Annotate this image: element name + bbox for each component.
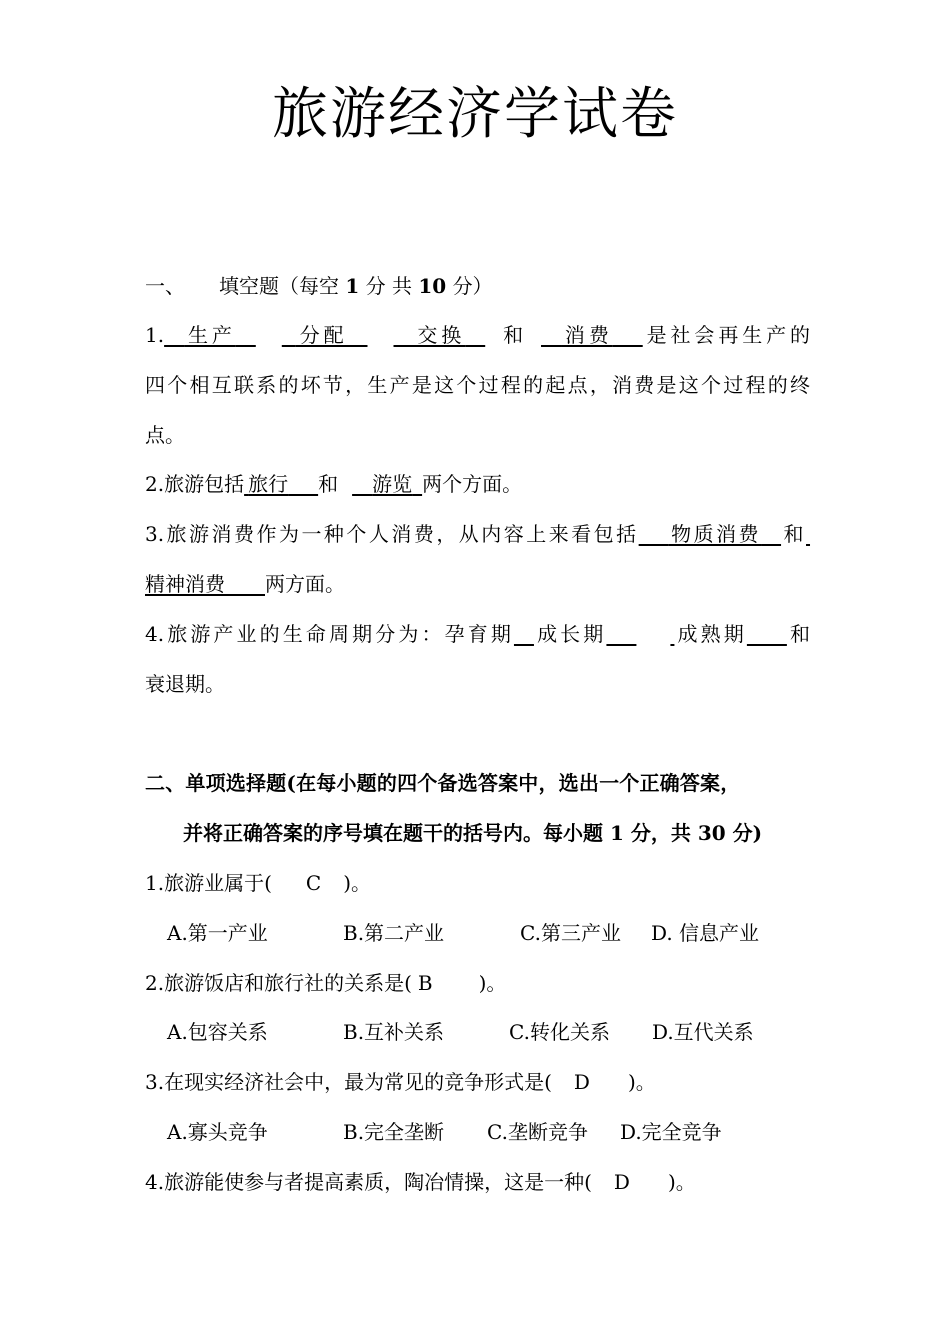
- blank-answer: 生产: [184, 323, 236, 347]
- mcq-answer: B: [417, 971, 433, 995]
- fill-question-3-line-2: 精神消费 两方面。: [145, 572, 345, 596]
- mcq-1-option-d: D. 信息产业: [651, 921, 760, 945]
- blank-answer: 游览: [372, 472, 413, 496]
- mcq-1-option-a: A.第一产业: [167, 921, 268, 945]
- page-title: 旅游经济学试卷: [272, 82, 678, 147]
- blank-answer: 成长期: [533, 622, 607, 646]
- blank-answer: 旅行: [248, 472, 289, 496]
- mcq-2-option-c: C.转化关系: [509, 1020, 610, 1044]
- mcq-1-option-b: B.第二产业: [343, 921, 445, 945]
- blank-answer: 消费: [561, 323, 613, 347]
- mcq-question-3-stem: 3.在现实经济社会中，最为常见的竞争形式是( D )。: [145, 1070, 656, 1094]
- fill-question-3-line-1: 3.旅游消费作为一种个人消费，从内容上来看包括 物质消费 和: [145, 522, 807, 546]
- mcq-question-1-stem: 1.旅游业属于( C )。: [145, 871, 372, 895]
- fill-question-1-line-1: 1. 生产 分配 交换 和 消费 是社会再生产的: [145, 323, 811, 347]
- mcq-3-option-b: B.完全垄断: [343, 1120, 445, 1144]
- mcq-3-option-a: A.寡头竞争: [167, 1120, 268, 1144]
- mcq-answer: C: [305, 871, 322, 895]
- blank-answer: 成熟期: [674, 622, 747, 646]
- mcq-answer: D: [613, 1170, 630, 1194]
- mcq-2-option-a: A.包容关系: [167, 1020, 268, 1044]
- mcq-question-2-stem: 2.旅游饭店和旅行社的关系是( B )。: [145, 971, 507, 995]
- mcq-question-4-stem: 4.旅游能使参与者提高素质，陶冶情操，这是一种( D )。: [145, 1170, 696, 1194]
- section1-number: 一、: [145, 274, 185, 298]
- fill-question-4-line-2: 衰退期。: [145, 672, 225, 696]
- section2-heading-line-2: 并将正确答案的序号填在题干的括号内。每小题 1 分，共 30 分): [183, 821, 763, 845]
- blank-answer: 分配: [295, 323, 348, 347]
- fill-question-1-line-3: 点。: [145, 423, 185, 447]
- mcq-answer: D: [573, 1070, 590, 1094]
- mcq-2-option-b: B.互补关系: [343, 1020, 445, 1044]
- mcq-2-option-d: D.互代关系: [652, 1020, 754, 1044]
- blank-answer: 交换: [413, 323, 466, 347]
- fill-question-2: 2.旅游包括 旅行 和 游览 两个方面。: [145, 472, 523, 496]
- fill-question-4-line-1: 4.旅游产业的生命周期分为：孕育期 成长期 成熟期 和: [145, 622, 811, 646]
- blank-answer: 物质消费: [668, 522, 762, 546]
- fill-question-1-line-2: 四个相互联系的坏节，生产是这个过程的起点，消费是这个过程的终: [145, 373, 810, 397]
- section1-heading: 一、 填空题（每空 1 分 共 10 分）: [145, 274, 493, 298]
- mcq-1-option-c: C.第三产业: [520, 921, 621, 945]
- mcq-3-option-d: D.完全竞争: [620, 1120, 722, 1144]
- section2-heading-line-1: 二、单项选择题(在每小题的四个备选答案中，选出一个正确答案，: [145, 771, 741, 795]
- blank-answer: 精神消费: [145, 572, 225, 596]
- mcq-3-option-c: C.垄断竞争: [487, 1120, 588, 1144]
